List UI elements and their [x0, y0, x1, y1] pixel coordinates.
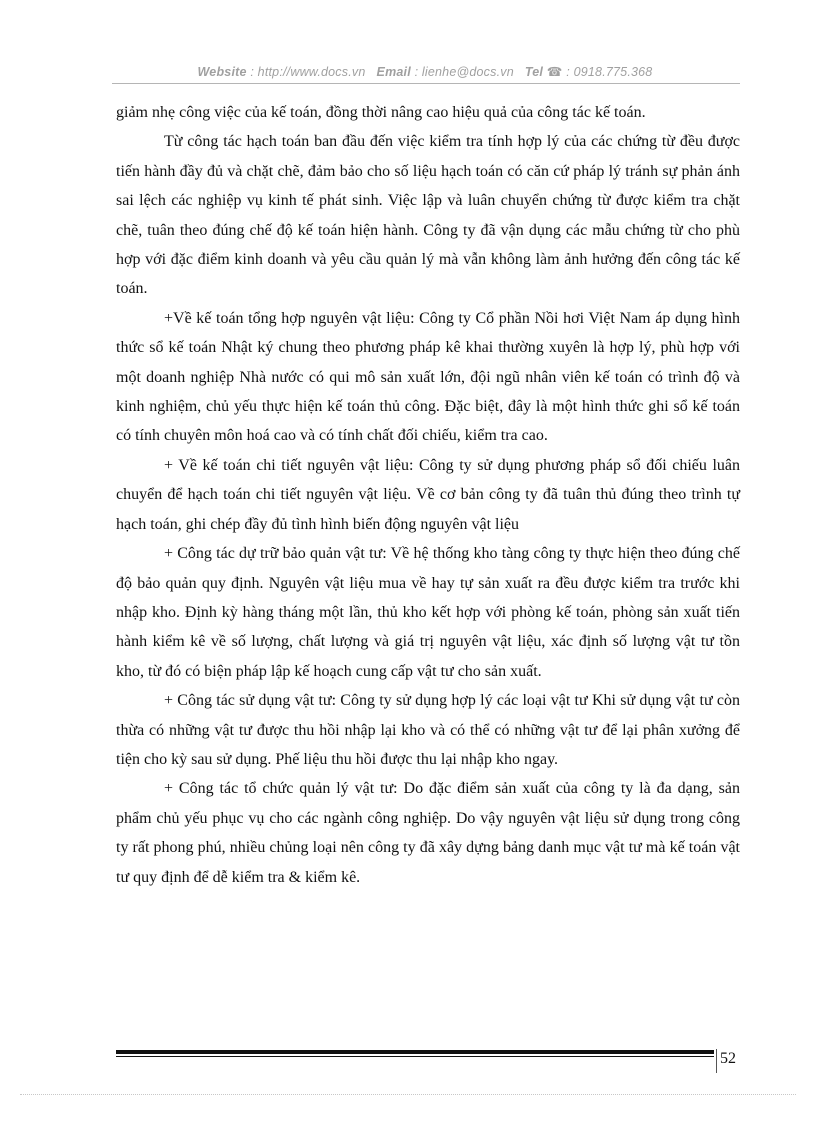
paragraph-1: giảm nhẹ công việc của kế toán, đồng thời nâng cao hiệu quả của công tác kế toán.	[116, 104, 646, 121]
tel-label: Tel	[524, 65, 544, 79]
footer-rule-thin	[116, 1056, 714, 1057]
paragraph-4: + Về kế toán chi tiết nguyên vật liệu: Công ty sử dụng phương pháp sổ đối chiếu luân chuyển để hạch toán chi tiết nguyên vật liệu. Về cơ bản công ty đã tuân thủ đúng theo trình tự hạch toán, ghi chép đầy đủ tình hình biến động nguyên vật liệu	[116, 456, 740, 533]
website-value: : http://www.docs.vn	[250, 65, 366, 79]
footer-rule-thick	[116, 1050, 714, 1054]
website-label: Website	[197, 65, 247, 79]
page-header	[110, 64, 740, 79]
paragraph-5: + Công tác dự trữ bảo quản vật tư: Về hệ thống kho tàng công ty thực hiện theo đúng chế độ bảo quản quy định. Nguyên vật liệu mua về hay tự sản xuất ra đều được kiểm tra trước khi nhập kho. Định kỳ hàng tháng một lần, thủ kho kết hợp với phòng kế toán, phòng sản xuất tiến hành kiểm kê về số lượng, chất lượng và giá trị nguyên vật liệu, xác định số lượng vật tư tồn kho, từ đó có biện pháp lập kế hoạch cung cấp vật tư cho sản xuất.	[116, 545, 740, 680]
body-text	[116, 98, 740, 892]
footer-divider	[716, 1049, 717, 1073]
paragraph-2: Từ công tác hạch toán ban đầu đến việc kiểm tra tính hợp lý của các chứng từ đều được tiến hành đầy đủ và chặt chẽ, đảm bảo cho số liệu hạch toán có căn cứ pháp lý tránh sự phản ánh sai lệch các nghiệp vụ kinh tế phát sinh. Việc lập và luân chuyển chứng từ được kiểm tra chặt chẽ, tuân theo đúng chế độ kế toán hiện hành. Công ty đã vận dụng các mẫu chứng từ cho phù hợp với đặc điểm kinh doanh và yêu cầu quản lý mà vẫn không làm ảnh hưởng đến công tác kế toán.	[116, 133, 740, 298]
tel-value: : 0918.775.368	[566, 65, 653, 79]
email-label: Email	[376, 65, 411, 79]
phone-icon: ☎	[546, 65, 563, 79]
email-value: : lienhe@docs.vn	[414, 65, 514, 79]
page-number: 52	[720, 1050, 736, 1067]
header-rule	[112, 83, 740, 84]
paragraph-7: + Công tác tổ chức quản lý vật tư: Do đặc điểm sản xuất của công ty là đa dạng, sản phẩm chủ yếu phục vụ cho các ngành công nghiệp. Do vậy nguyên vật liệu sử dụng trong công ty rất phong phú, nhiều chủng loại nên công ty đã xây dựng bảng danh mục vật tư mà kế toán vật tư quy định để dễ kiểm tra & kiểm kê.	[116, 780, 740, 886]
paragraph-3: +Về kế toán tổng hợp nguyên vật liệu: Công ty Cổ phần Nồi hơi Việt Nam áp dụng hình thức sổ kế toán Nhật ký chung theo phương pháp kê khai thường xuyên là hợp lý, phù hợp với một doanh nghiệp Nhà nước có qui mô sản xuất lớn, đội ngũ nhân viên kế toán có trình độ và kinh nghiệm, chủ yếu thực hiện kế toán thủ công. Đặc biệt, đây là một hình thức ghi sổ kế toán có tính chuyên môn hoá cao và có tính chất đối chiếu, kiểm tra cao.	[116, 309, 740, 445]
page-bottom-dotted-edge	[20, 1094, 796, 1095]
paragraph-6: + Công tác sử dụng vật tư: Công ty sử dụng hợp lý các loại vật tư Khi sử dụng vật tư còn thừa có những vật tư được thu hồi nhập lại kho và có thể có những vật tư để lại phân xưởng để tiện cho kỳ sau sử dụng. Phế liệu thu hồi được thu lại nhập kho ngay.	[116, 692, 740, 768]
